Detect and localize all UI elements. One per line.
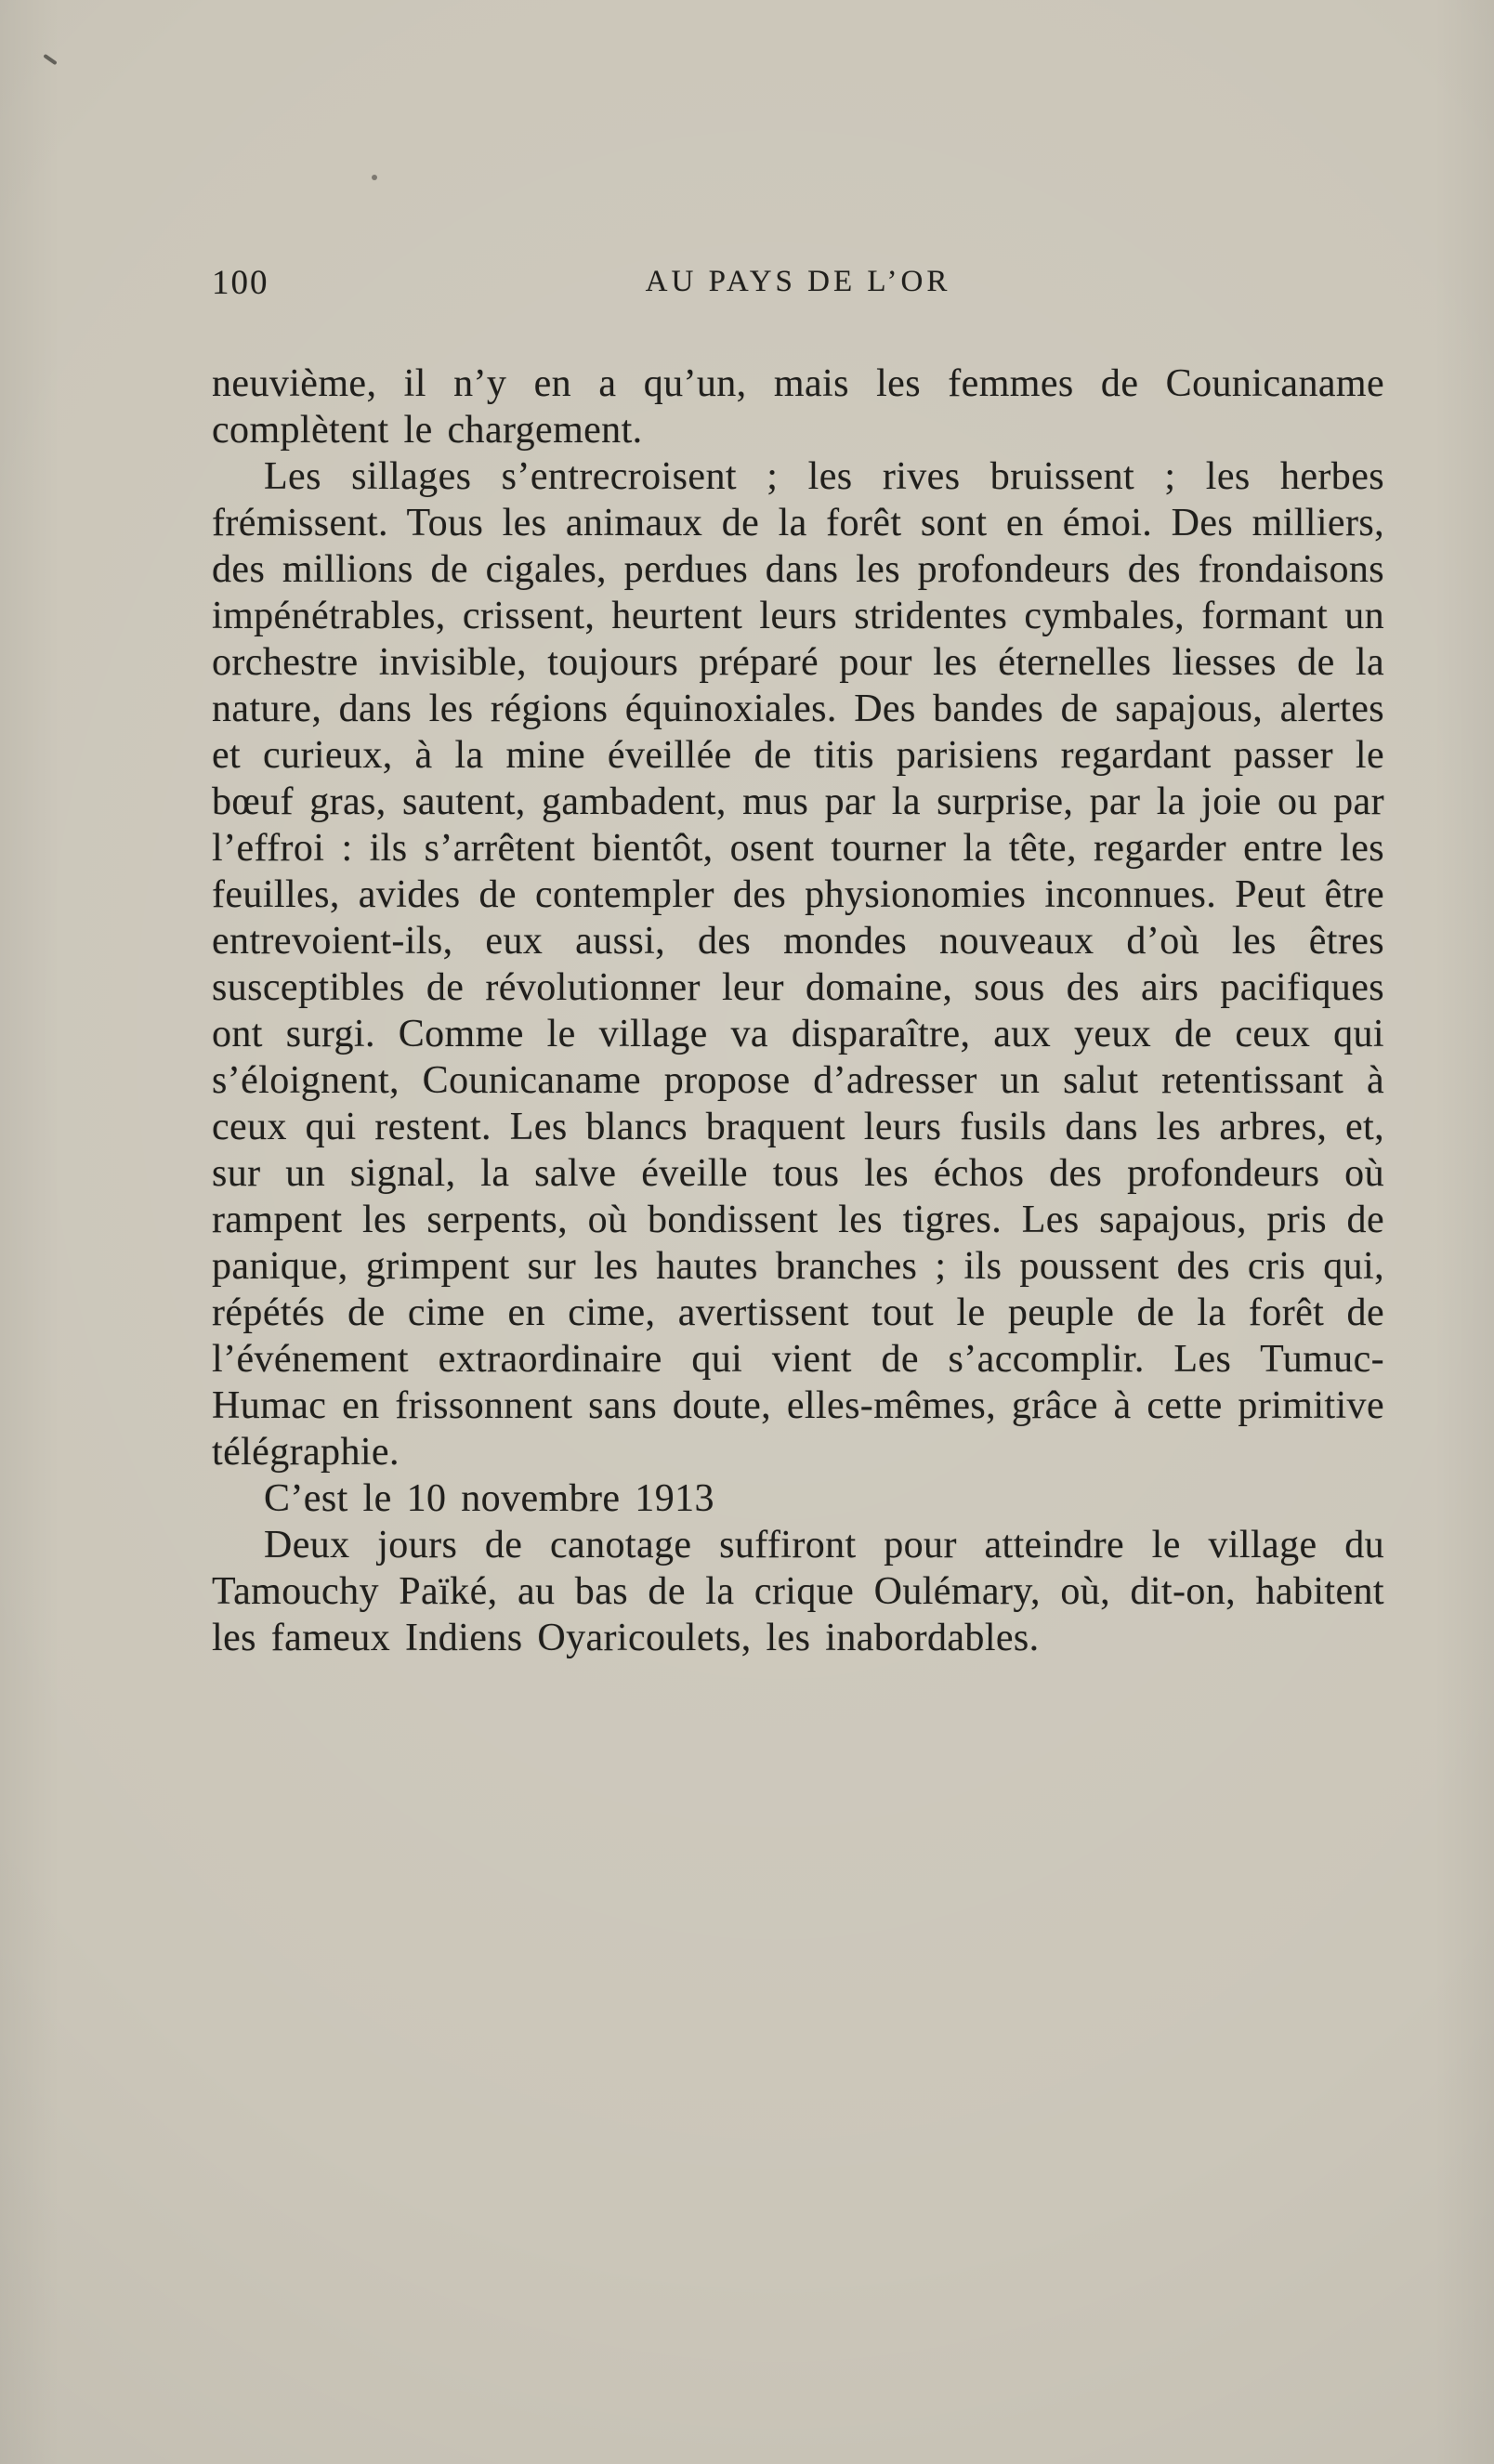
running-title: AU PAYS DE L’OR (645, 265, 951, 298)
scan-speck (43, 54, 57, 65)
paragraph: Deux jours de canotage suffiront pour atteindre le village du Tamouchy Païké, au bas de la crique Oulémary, où, dit-on, habitent les fameux Indiens Oyaricoulets, les inabordables. (212, 1524, 1384, 1659)
scan-speck (372, 175, 377, 180)
paragraph: C’est le 10 novembre 1913 (264, 1477, 714, 1520)
page-header (212, 263, 1384, 308)
page-number: 100 (212, 264, 269, 302)
page-body (212, 360, 1384, 1661)
paragraph: neuvième, il n’y en a qu’un, mais les femmes de Counicaname complètent le chargement. (212, 362, 1384, 452)
paragraph: Les sillages s’entrecroisent ; les rives bruissent ; les herbes frémissent. Tous les animaux de la forêt sont en émoi. Des milliers, des millions de cigales, perdues dans les profondeurs des frondaisons impénétrables, crissent, heurtent leurs stridentes cymbales, formant un orchestre invisible, toujours préparé pour les éternelles liesses de la nature, dans les régions équinoxiales. Des bandes de sapajous, alertes et curieux, à la mine éveillée de titis parisiens regardant passer le bœuf gras, sautent, gambadent, mus par la surprise, par la joie ou par l’effroi : ils s’arrêtent bientôt, osent tourner la tête, regarder entre les feuilles, avides de contempler des physionomies inconnues. Peut être entrevoient-ils, eux aussi, des mondes nouveaux d’où les êtres susceptibles de révolutionner leur domaine, sous des airs pacifiques ont surgi. Comme le village va disparaître, aux yeux de ceux qui s’éloignent, Counicaname propose d’adresser un salut retentissant à ceux qui restent. Les blancs braquent leurs fusils dans les arbres, et, sur un signal, la salve éveille tous les échos des profondeurs où rampent les serpents, où bondissent les tigres. Les sapajous, pris de panique, grimpent sur les hautes branches ; ils poussent des cris qui, répétés de cime en cime, avertissent tout le peuple de la forêt de l’événement extraordinaire qui vient de s’accomplir. Les Tumuc-Humac en frissonnent sans doute, elles-mêmes, grâce à cette primitive télégraphie. (212, 455, 1384, 1474)
